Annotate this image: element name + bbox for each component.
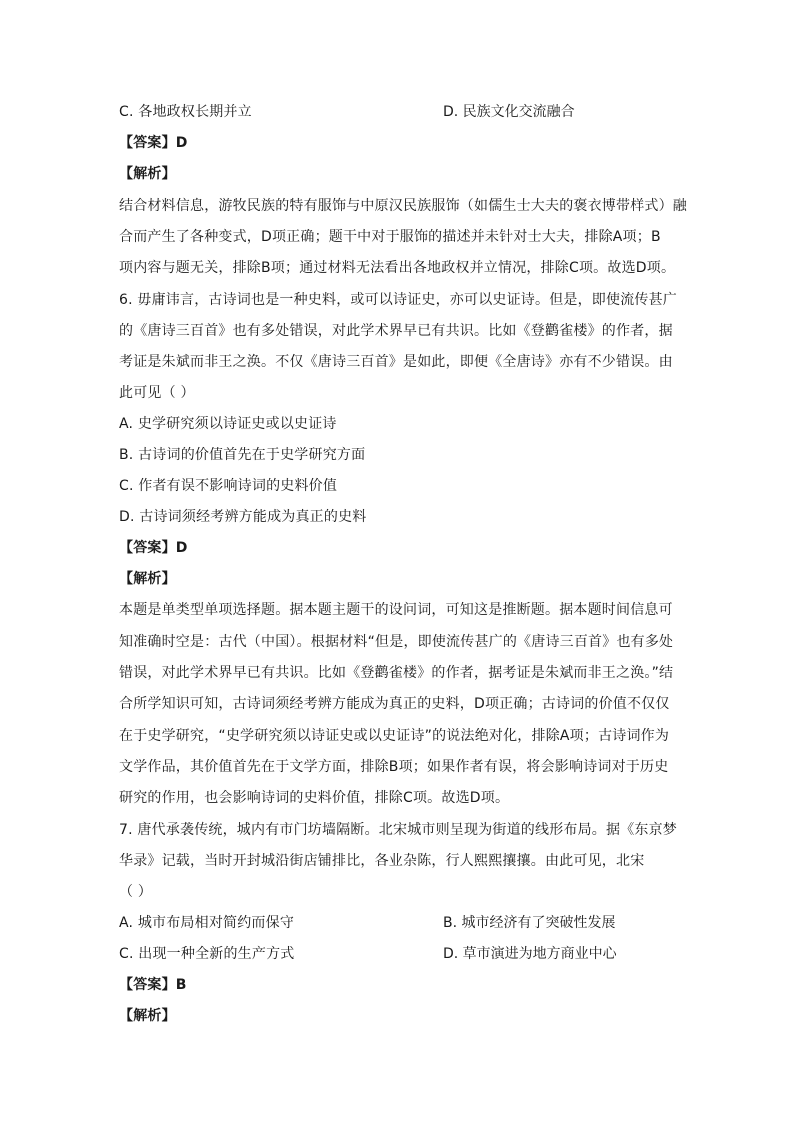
q7-analysis-label: 【解析】 xyxy=(119,1008,176,1024)
q5-analysis-label: 【解析】 xyxy=(119,166,176,182)
q6-analysis-line: 合所学知识可知，古诗词须经考辨方能成为真正的史料，D项正确；古诗词的价值不仅仅 xyxy=(119,696,670,712)
q6-stem-line: 的《唐诗三百首》也有多处错误，对此学术界早已有共识。比如《登鹳雀楼》的作者，据 xyxy=(119,323,673,339)
q6-stem-line: 此可见（ ） xyxy=(119,385,195,401)
q7-stem-line: （ ） xyxy=(119,884,153,900)
q6-option-a: A. 史学研究须以诗证史或以史证诗 xyxy=(119,416,337,432)
q6-analysis-line: 文学作品，其价值首先在于文学方面，排除B项；如果作者有误，将会影响诗词对于历史 xyxy=(119,759,669,775)
q6-option-c: C. 作者有误不影响诗词的史料价值 xyxy=(119,478,338,494)
q5-answer: 【答案】D xyxy=(119,135,188,151)
q7-option-b: B. 城市经济有了突破性发展 xyxy=(443,915,616,931)
q6-analysis-line: 本题是单类型单项选择题。据本题主题干的设问词，可知这是推断题。据本题时间信息可 xyxy=(119,602,673,618)
q5-analysis-line: 项内容与题无关，排除B项；通过材料无法看出各地政权并立情况，排除C项。故选D项。 xyxy=(119,260,676,276)
q7-option-c: C. 出现一种全新的生产方式 xyxy=(119,946,295,962)
q5-option-c: C. 各地政权长期并立 xyxy=(119,104,252,120)
q7-stem-line: 7. 唐代承袭传统，城内有市门坊墙隔断。北宋城市则呈现为街道的线形布局。据《东京梦 xyxy=(119,822,678,838)
q6-analysis-line: 错误，对此学术界早已有共识。比如《登鹳雀楼》的作者，据考证是朱斌而非王之涣。”结 xyxy=(119,665,674,681)
q5-analysis-line: 结合材料信息，游牧民族的特有服饰与中原汉民族服饰（如儒生士大夫的褒衣博带样式）融 xyxy=(119,198,687,214)
q6-stem-line: 考证是朱斌而非王之涣。不仅《唐诗三百首》是如此，即便《全唐诗》亦有不少错误。由 xyxy=(119,354,673,370)
q6-option-b: B. 古诗词的价值首先在于史学研究方面 xyxy=(119,447,366,463)
q7-option-a: A. 城市布局相对简约而保守 xyxy=(119,915,295,931)
q6-analysis-line: 知准确时空是：古代（中国）。根据材料“但是，即使流传甚广的《唐诗三百首》也有多处 xyxy=(119,634,674,650)
q6-analysis-label: 【解析】 xyxy=(119,571,176,587)
q6-option-d: D. 古诗词须经考辨方能成为真正的史料 xyxy=(119,509,367,525)
q5-analysis-line: 合而产生了各种变式，D项正确；题干中对于服饰的描述并未针对士大夫，排除A项；B xyxy=(119,229,661,245)
q6-answer: 【答案】D xyxy=(119,540,188,556)
q7-stem-line: 华录》记载，当时开封城沿街店铺排比，各业杂陈，行人熙熙攘攘。由此可见，北宋 xyxy=(119,853,645,869)
q6-analysis-line: 在于史学研究，“史学研究须以诗证史或以史证诗”的说法绝对化，排除A项；古诗词作为 xyxy=(119,728,670,744)
q6-analysis-line: 研究的作用，也会影响诗词的史料价值，排除C项。故选D项。 xyxy=(119,790,510,806)
q7-answer: 【答案】B xyxy=(119,977,187,993)
q5-option-d: D. 民族文化交流融合 xyxy=(443,104,575,120)
q6-stem-line: 6. 毋庸讳言，古诗词也是一种史料，或可以诗证史，亦可以史证诗。但是，即使流传甚广 xyxy=(119,292,678,308)
q7-option-d: D. 草市演进为地方商业中心 xyxy=(443,946,617,962)
